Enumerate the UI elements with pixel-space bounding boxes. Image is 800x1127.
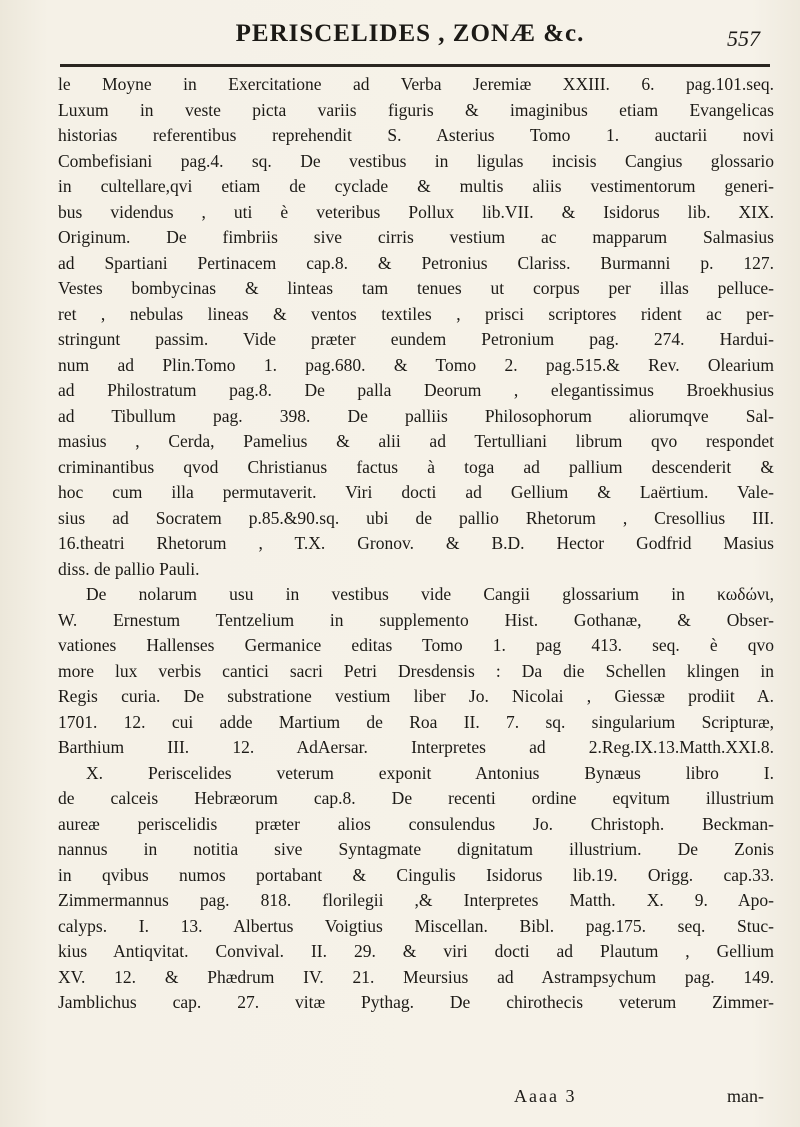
text-line: diss. de pallio Pauli.	[58, 558, 200, 579]
text-line: historias referentibus reprehendit S. Asterius Tomo 1. auctarii novi	[58, 125, 774, 145]
text-line: 1701. 12. cui adde Martium de Roa II. 7. sq. singularium Scripturæ,	[58, 711, 774, 732]
text-line: kius Antiqvitat. Convival. II. 29. & viri docti ad Plautum , Gellium	[58, 941, 774, 961]
text-line: Regis curia. De substratione vestium liber Jo. Nicolai , Giessæ prodiit A.	[58, 686, 774, 706]
text-line: bus videndus , uti è veteribus Pollux lib.VII. & Isidorus lib. XIX.	[58, 201, 774, 222]
text-line: calyps. I. 13. Albertus Voigtius Miscellan. Bibl. pag.175. seq. Stuc-	[58, 915, 774, 936]
paragraph-start-line: De nolarum usu in vestibus vide Cangii glossarium in κωδώνι,	[86, 584, 774, 604]
text-line: W. Ernestum Tentzelium in supplemento Hist. Gothanæ, & Obser-	[58, 609, 774, 630]
text-line: Originum. De fimbriis sive cirris vestium ac mapparum Salmasius	[58, 227, 774, 247]
text-line: de calceis Hebræorum cap.8. De recenti ordine eqvitum illustrium	[58, 788, 774, 808]
signature-mark: Aaaa 3	[514, 1086, 577, 1106]
text-line: 16.theatri Rhetorum , T.X. Gronov. & B.D. Hector Godfrid Masius	[58, 533, 774, 553]
header-rule	[60, 64, 770, 67]
page-footer	[434, 1086, 764, 1116]
text-line: Zimmermannus pag. 818. florilegii ,& Interpretes Matth. X. 9. Apo-	[58, 890, 774, 910]
text-line: XV. 12. & Phædrum IV. 21. Meursius ad Astrampsychum pag. 149.	[58, 966, 774, 987]
text-line: Jamblichus cap. 27. vitæ Pythag. De chirothecis veterum Zimmer-	[58, 992, 774, 1012]
page-number: 557	[727, 26, 760, 51]
text-line: ad Philostratum pag.8. De palla Deorum , elegantissimus Broekhusius	[58, 380, 774, 400]
body-text	[58, 72, 774, 1016]
catchword: man-	[727, 1086, 764, 1106]
text-line: nannus in notitia sive Syntagmate dignitatum illustrium. De Zonis	[58, 839, 774, 859]
text-line: vationes Hallenses Germanice editas Tomo 1. pag 413. seq. è qvo	[58, 635, 774, 655]
text-line: stringunt passim. Vide præter eundem Petronium pag. 274. Hardui-	[58, 329, 774, 349]
text-line: masius , Cerda, Pamelius & alii ad Tertulliani librum qvo respondet	[58, 431, 774, 451]
text-line: Vestes bombycinas & linteas tam tenues ut corpus per illas pelluce-	[58, 278, 774, 298]
text-line: in cultellare,qvi etiam de cyclade & multis aliis vestimentorum generi-	[58, 176, 774, 196]
text-line: in qvibus numos portabant & Cingulis Isidorus lib.19. Origg. cap.33.	[58, 864, 774, 885]
text-line: num ad Plin.Tomo 1. pag.680. & Tomo 2. pag.515.& Rev. Olearium	[58, 354, 774, 375]
text-line: sius ad Socratem p.85.&90.sq. ubi de pallio Rhetorum , Cresollius III.	[58, 507, 774, 528]
text-line: criminantibus qvod Christianus factus à toga ad pallium descenderit &	[58, 456, 774, 477]
text-line: Combefisiani pag.4. sq. De vestibus in ligulas incisis Cangius glossario	[58, 150, 774, 171]
text-line: ret , nebulas lineas & ventos textiles , prisci scriptores rident ac per-	[58, 303, 774, 324]
text-line: Barthium III. 12. AdAersar. Interpretes ad 2.Reg.IX.13.Matth.XXI.8.	[58, 737, 774, 757]
text-line: hoc cum illa permutaverit. Viri docti ad Gellium & Laërtium. Vale-	[58, 482, 774, 502]
text-line: ad Tibullum pag. 398. De palliis Philosophorum aliorumqve Sal-	[58, 405, 774, 426]
page-header	[60, 18, 760, 58]
running-head: PERISCELIDES , ZONÆ &c.	[235, 20, 585, 47]
text-line: Luxum in veste picta variis figuris & imaginibus etiam Evangelicas	[58, 99, 774, 120]
paragraph-start-line: X. Periscelides veterum exponit Antonius Bynæus libro I.	[86, 762, 774, 783]
text-line: le Moyne in Exercitatione ad Verba Jeremiæ XXIII. 6. pag.101.seq.	[58, 74, 774, 94]
text-line: more lux verbis cantici sacri Petri Dresdensis : Da die Schellen klingen in	[58, 660, 774, 681]
text-line: ad Spartiani Pertinacem cap.8. & Petronius Clariss. Burmanni p. 127.	[58, 252, 774, 273]
text-line: aureæ periscelidis præter alios consulendus Jo. Christoph. Beckman-	[58, 813, 774, 834]
